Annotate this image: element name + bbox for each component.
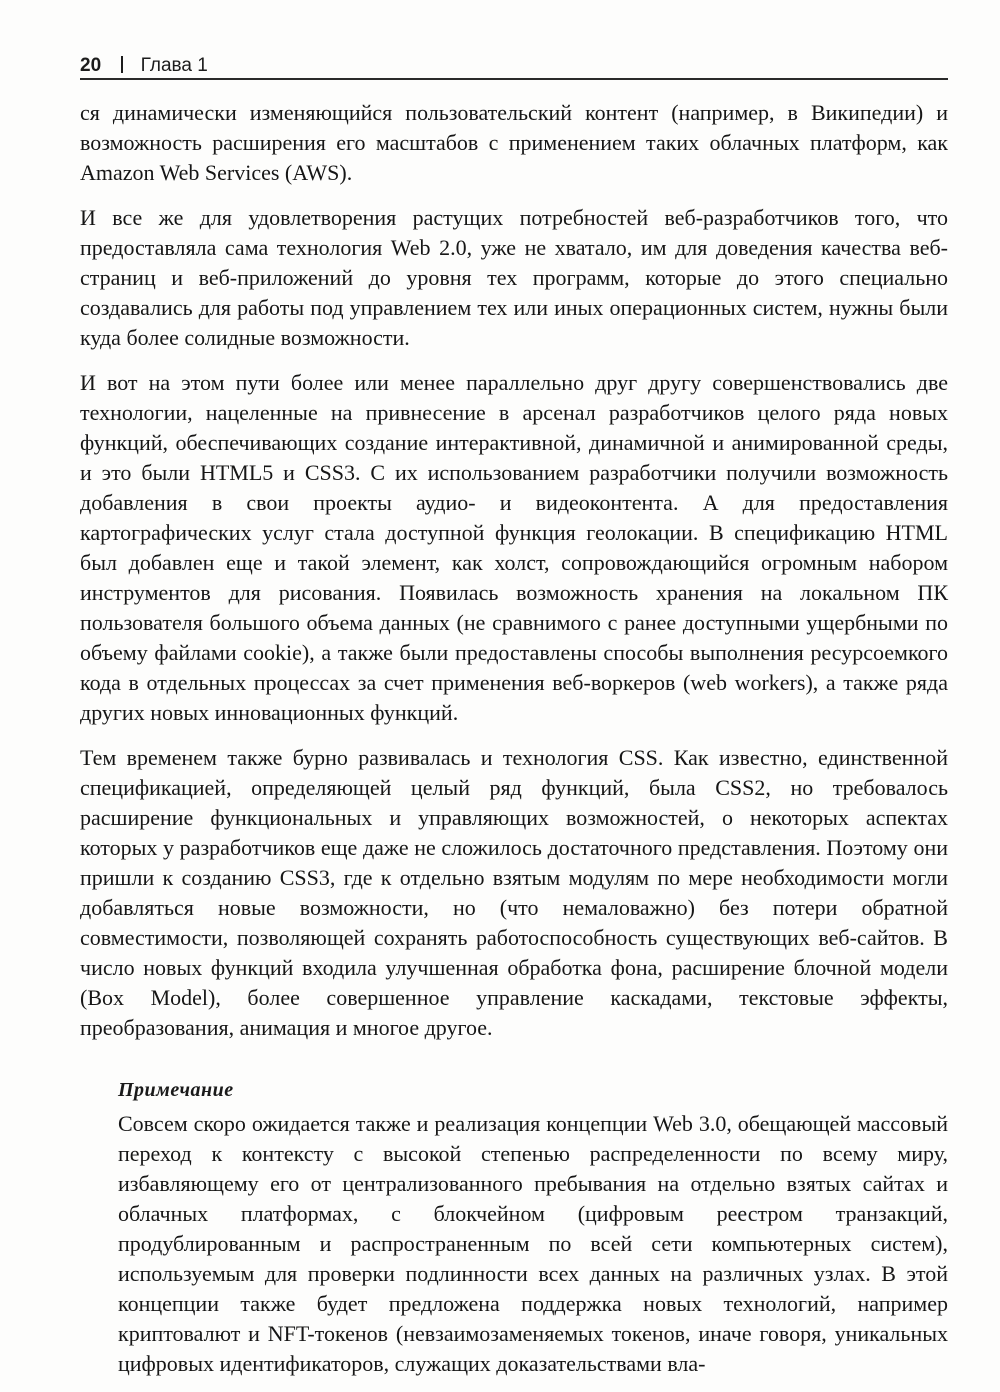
page-number: 20 xyxy=(80,55,102,76)
paragraph: И все же для удовлетворения растущих потребностей веб-разработчиков того, что предоставляла сама технология Web 2.0, уже не хватало, им для доведения качества веб-страниц и веб-приложений до уровня тех программ, которые до этого специально создавались для работы под управлением тех или иных операционных систем, нужны были куда более солидные возможности. xyxy=(80,205,948,350)
chapter-title: Глава 1 xyxy=(140,55,208,76)
paragraph: И вот на этом пути более или менее параллельно друг другу совершенствовались две технологии, нацеленные на привнесение в арсенал разработчиков целого ряда новых функций, обеспечивающих создание интерактивной, динамичной и анимированной среды, и это были HTML5 и CSS3. С их использованием разработчики получили возможность добавления в свои проекты аудио- и видеоконтента. А для предоставления картографических услуг стала доступной функция геолокации. В спецификацию HTML был добавлен еще и такой элемент, как холст, сопровождающийся огромным набором инструментов для рисования. Появилась возможность хранения на локальном ПК пользователя большого объема данных (не сравнимого с ранее доступными ущербными по объему файлами cookie), а также были предоставлены способы выполнения ресурсоемкого кода в отдельных процессах за счет применения веб-воркеров (web workers), а также ряда других новых инновационных функций. xyxy=(80,370,948,725)
header-separator xyxy=(121,56,123,73)
paragraph: Тем временем также бурно развивалась и технология CSS. Как известно, единственной спецификацией, определяющей целый ряд функций, была CSS2, но требовалось расширение функциональных и управляющих возможностей, о некоторых аспектах которых у разработчиков еще даже не сложилось достаточного представления. Поэтому они пришли к созданию CSS3, где к отдельно взятым модулям по мере необходимости могли добавляться новые возможности, но (что немаловажно) без потери обратной совместимости, позволяющей сохранять работоспособность существующих веб-сайтов. В число новых функций входила улучшенная обработка фона, расширение блочной модели (Box Model), более совершенное управление каскадами, текстовые эффекты, преобразования, анимация и многое другое. xyxy=(80,745,948,1040)
header-rule xyxy=(80,78,948,80)
note-text: Совсем скоро ожидается также и реализация концепции Web 3.0, обещающей массовый переход к контексту с высокой степенью распределенности по всему миру, избавляющему его от централизованного пребывания на отдельно взятых сайтах и облачных платформах, с блокчейном (цифровым реестром транзакций, продублированным и распространенным по всей сети компьютерных систем), используемым для проверки подлинности всех данных на различных узлах. В этой концепции также будет предложена поддержка новых технологий, например криптовалют и NFT-токенов (невзаимозаменяемых токенов, иначе говоря, уникальных цифровых идентификаторов, служащих доказательствами вла- xyxy=(118,1111,948,1376)
running-header xyxy=(80,54,948,78)
body-text xyxy=(80,98,948,1379)
paragraph: ся динамически изменяющийся пользовательский контент (например, в Википедии) и возможность расширения его масштабов с применением таких облачных платформ, как Amazon Web Services (AWS). xyxy=(80,100,948,185)
note-title: Примечание xyxy=(118,1079,234,1101)
note-block xyxy=(80,1077,948,1379)
